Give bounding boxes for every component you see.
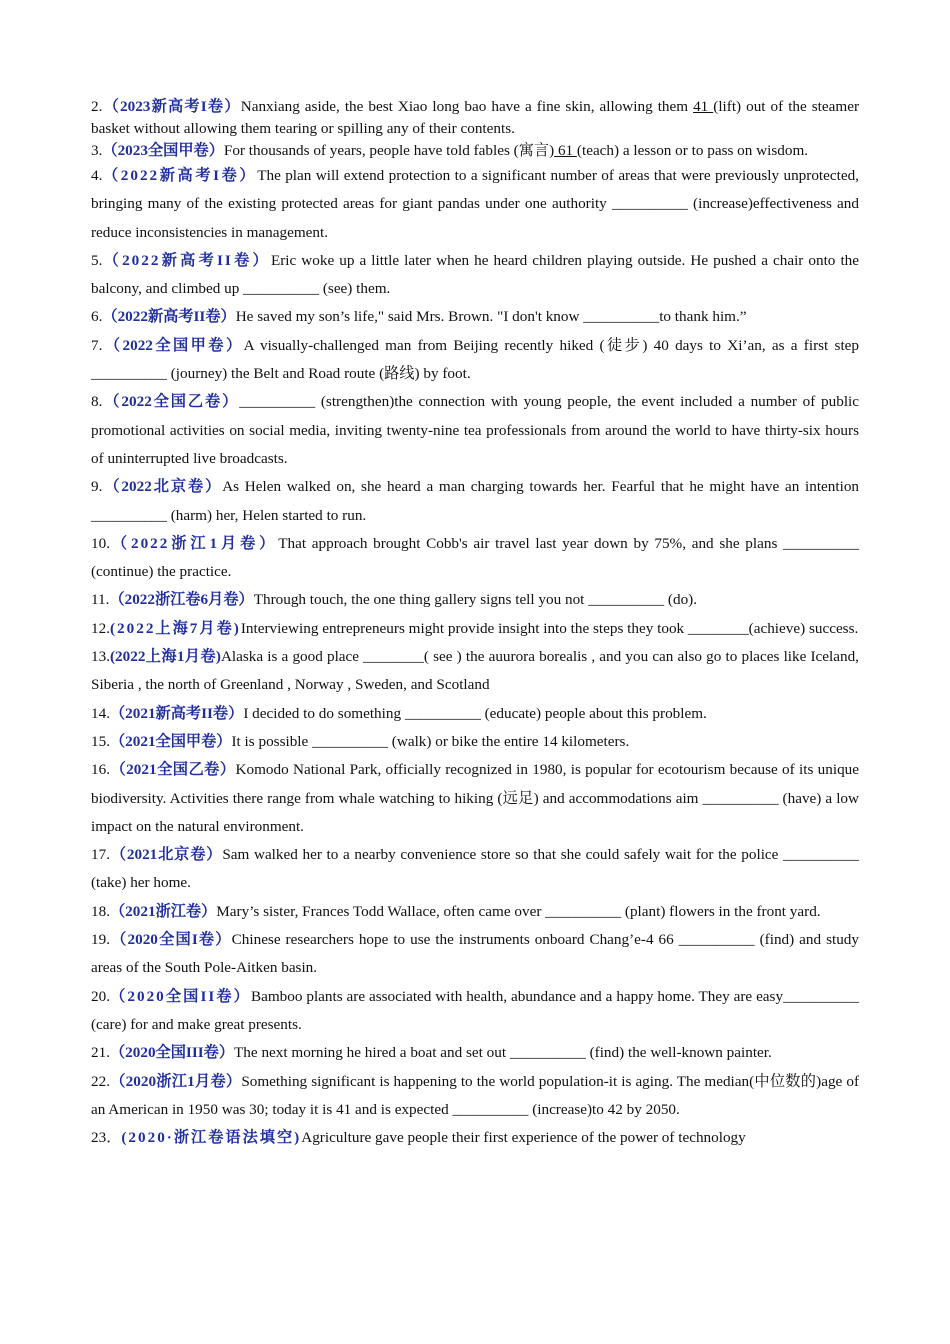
question-number: 19. bbox=[91, 931, 110, 949]
question-text: Something significant is happening to the world population-it is aging. The median(中位数的)age of an American in 1950 was 30; today it is 41 and is expected __________ (increase)to 42 by 2050. bbox=[91, 1072, 859, 1118]
question-number: 10. bbox=[91, 534, 110, 552]
question-number: 18. bbox=[91, 902, 110, 920]
question-number: 5. bbox=[91, 251, 103, 269]
question-text-after: (lift) out of the steamer basket without allowing them tearing or spilling any of their contents. bbox=[91, 98, 859, 137]
question-number: 14. bbox=[91, 704, 110, 722]
question-text: It is possible __________ (walk) or bike the entire 14 kilometers. bbox=[231, 732, 630, 750]
question-item bbox=[91, 1068, 859, 1125]
question-number: 8. bbox=[91, 393, 103, 411]
question-source: （2022新高考II卷） bbox=[102, 308, 236, 326]
question-text: Interviewing entrepreneurs might provide insight into the steps they took ________(achieve) success. bbox=[240, 619, 859, 637]
question-text: Agriculture gave people their first experience of the power of technology bbox=[301, 1129, 746, 1147]
question-item bbox=[91, 841, 859, 898]
question-text: Bamboo plants are associated with health, abundance and a happy home. They are easy__________ (care) for and make great presents. bbox=[91, 987, 859, 1033]
question-source: （2021北京卷） bbox=[109, 846, 223, 864]
question-text: For thousands of years, people have told fables (寓言) bbox=[223, 142, 555, 159]
question-source: （2023全国甲卷） bbox=[102, 142, 224, 159]
question-text: A visually-challenged man from Beijing recently hiked (徒步) 40 days to Xi’an, as a first step __________ (journey) the Belt and Road route (路线) by foot. bbox=[91, 336, 859, 383]
question-number: 21. bbox=[91, 1044, 110, 1062]
question-item bbox=[91, 332, 859, 389]
question-source: （2022浙江卷6月卷） bbox=[109, 591, 254, 609]
question-item bbox=[91, 473, 859, 530]
question-source: （2021新高考II卷） bbox=[109, 704, 244, 722]
question-number: 3. bbox=[91, 142, 103, 159]
question-source: （2022全国甲卷） bbox=[102, 336, 244, 354]
question-source: (2022上海1月卷) bbox=[109, 648, 221, 666]
question-item bbox=[91, 1039, 859, 1067]
question-source: （2021全国乙卷） bbox=[109, 761, 236, 779]
question-item bbox=[91, 247, 859, 304]
question-source: （2023新高考I卷） bbox=[102, 98, 241, 115]
question-text: Sam walked her to a nearby convenience store so that she could safely wait for the police __________ (take) her home. bbox=[91, 846, 859, 892]
question-item bbox=[91, 162, 859, 247]
question-item bbox=[91, 898, 859, 926]
question-number: 11. bbox=[91, 591, 110, 609]
question-number: 4. bbox=[91, 167, 103, 184]
question-item bbox=[91, 728, 859, 756]
question-text: He saved my son’s life," said Mrs. Brown. "I don't know __________to thank him.” bbox=[235, 308, 747, 326]
question-text: Through touch, the one thing gallery signs tell you not __________ (do). bbox=[253, 591, 698, 609]
question-number: 23． bbox=[91, 1129, 122, 1147]
question-text-after: (teach) a lesson or to pass on wisdom. bbox=[576, 142, 809, 159]
question-number: 20. bbox=[91, 987, 110, 1005]
question-item bbox=[91, 388, 859, 473]
question-item bbox=[91, 586, 859, 614]
question-text: That approach brought Cobb's air travel last year down by 75%, and she plans __________ (continue) the practice. bbox=[91, 534, 859, 581]
question-number: 16. bbox=[91, 761, 110, 779]
question-number: 17. bbox=[91, 846, 110, 864]
question-number: 7. bbox=[91, 336, 103, 354]
question-text: I decided to do something __________ (educate) people about this problem. bbox=[243, 704, 707, 722]
question-item bbox=[91, 756, 859, 841]
question-item bbox=[91, 700, 859, 728]
question-source: （2020浙江1月卷） bbox=[109, 1072, 242, 1090]
question-text: Nanxiang aside, the best Xiao long bao have a fine skin, allowing them bbox=[240, 98, 694, 115]
question-item bbox=[91, 303, 859, 331]
question-text: The plan will extend protection to a significant number of areas that were previously unprotected, bringing many of the existing protected areas for giant pandas under one authority __________ (increase)effectiveness and reduce inconsistencies in management. bbox=[91, 167, 859, 241]
question-number: 9. bbox=[91, 478, 103, 496]
question-item bbox=[91, 615, 859, 643]
question-source: （2021全国甲卷） bbox=[109, 732, 232, 750]
question-text: The next morning he hired a boat and set out __________ (find) the well-known painter. bbox=[234, 1044, 772, 1062]
question-source: (2022上海7月卷) bbox=[109, 619, 241, 637]
question-source: （2022新高考I卷） bbox=[102, 167, 258, 184]
question-source: （2022新高考II卷） bbox=[102, 251, 271, 269]
question-source: （2020全国III卷） bbox=[109, 1044, 235, 1062]
question-item bbox=[91, 983, 859, 1040]
question-source: （2020全国II卷） bbox=[109, 987, 251, 1005]
question-number: 22. bbox=[91, 1072, 110, 1090]
question-number: 12. bbox=[91, 619, 110, 637]
question-number: 15. bbox=[91, 732, 110, 750]
question-item bbox=[91, 530, 859, 587]
answer-blank: 41 bbox=[693, 98, 714, 115]
answer-blank: 61 bbox=[554, 142, 577, 159]
question-source: （2022北京卷） bbox=[102, 478, 223, 496]
question-item bbox=[91, 926, 859, 983]
question-text: Mary’s sister, Frances Todd Wallace, often came over __________ (plant) flowers in the front yard. bbox=[216, 902, 821, 920]
question-text: As Helen walked on, she heard a man charging towards her. Fearful that he might have an intention __________ (harm) her, Helen started to run. bbox=[91, 478, 860, 524]
question-source: （2021浙江卷） bbox=[109, 902, 217, 920]
question-item bbox=[91, 96, 859, 140]
question-text: Alaska is a good place ________( see ) the auurora borealis , and you can also go to places like Iceland, Siberia , the north of Greenland , Norway , Sweden, and Scotland bbox=[91, 648, 859, 694]
question-number: 6. bbox=[91, 308, 103, 326]
question-number: 2. bbox=[91, 98, 103, 115]
question-text: __________ (strengthen)the connection with young people, the event included a number of public promotional activities on social media, inviting twenty-nine tea professionals from around the world to have thirty-six hours of uninterrupted live broadcasts. bbox=[91, 393, 859, 467]
question-source: （2020全国I卷） bbox=[109, 931, 232, 949]
question-item bbox=[91, 140, 859, 162]
question-source: （2022浙江1月卷） bbox=[109, 534, 279, 552]
question-number: 13. bbox=[91, 648, 110, 666]
question-text: Eric woke up a little later when he heard children playing outside. He pushed a chair onto the balcony, and climbed up __________ (see) them. bbox=[91, 251, 859, 298]
question-item bbox=[91, 643, 859, 700]
question-source: （2022全国乙卷） bbox=[102, 393, 240, 411]
question-text: Chinese researchers hope to use the instruments onboard Chang’e-4 66 __________ (find) and study areas of the South Pole-Aitken basin. bbox=[91, 931, 859, 977]
document-body bbox=[91, 96, 859, 1152]
question-source: (2020·浙江卷语法填空) bbox=[121, 1129, 302, 1147]
question-item bbox=[91, 1124, 859, 1152]
question-text: Komodo National Park, officially recognized in 1980, is popular for ecotourism because of its unique biodiversity. Activities there range from whale watching to hiking (远足) and accommodations aim __________ (have) a low impact on the natural environment. bbox=[91, 761, 859, 835]
